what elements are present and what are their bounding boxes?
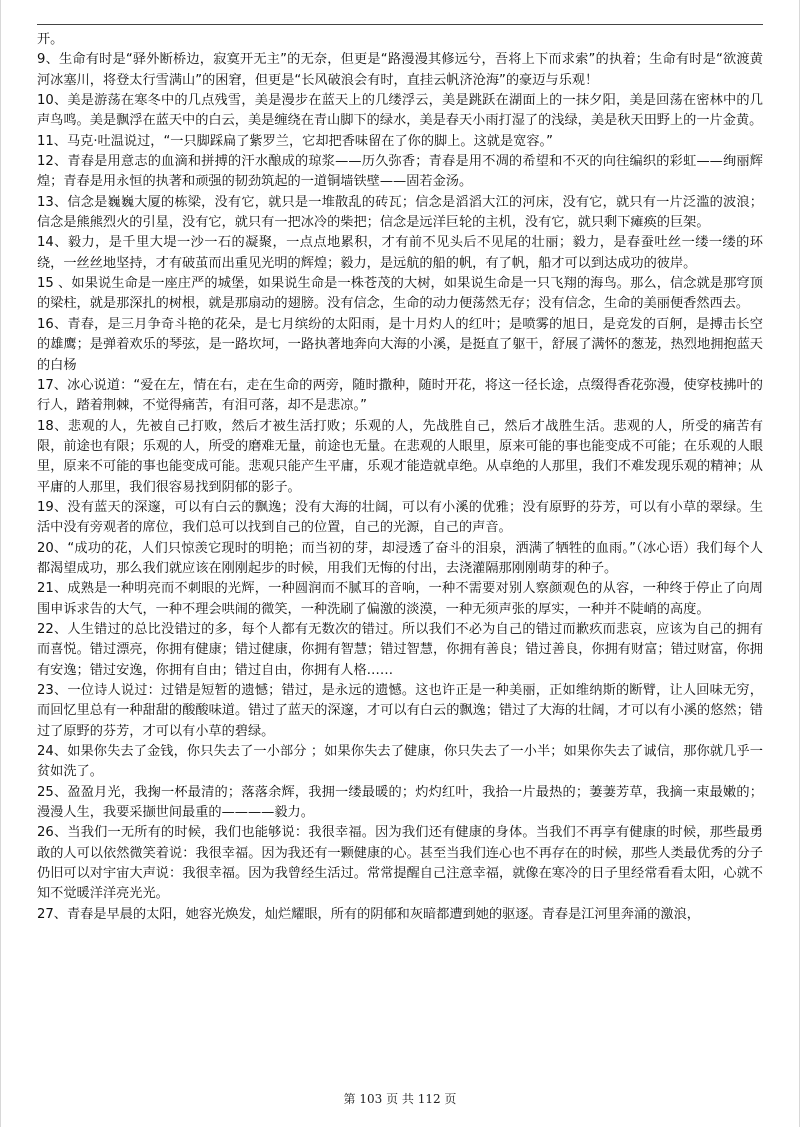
paragraph: 19、没有蓝天的深邃，可以有白云的飘逸；没有大海的壮阔，可以有小溪的优雅；没有原野的芬芳，可以有小草的翠绿。生活中没有旁观者的席位，我们总可以找到自己的位置，自己的光源，自己的声音。 [37, 499, 763, 536]
paragraph: 20、“成功的花，人们只惊羡它现时的明艳；而当初的芽，却浸透了奋斗的泪泉，洒满了牺牲的血雨。”（冰心语）我们每个人都渴望成功，那么我们就应该在刚刚起步的时候，用我们无悔的付出，去浇灌隔那刚刚萌芽的种子。 [37, 540, 763, 576]
paragraph: 13、信念是巍巍大厦的栋梁，没有它，就只是一堆散乱的砖瓦；信念是滔滔大江的河床，没有它，就只有一片泛滥的波浪；信念是熊熊烈火的引星，没有它，就只有一把冰冷的柴把；信念是远洋巨轮的主机，没有它，就只剩下瘫痪的巨架。 [37, 194, 763, 231]
paragraph: 11、马克·吐温说过，“一只脚踩扁了紫罗兰，它却把香味留在了你的脚上。这就是宽容。” [37, 133, 553, 149]
paragraph: 26、当我们一无所有的时候，我们也能够说：我很幸福。因为我们还有健康的身体。当我们不再享有健康的时候，那些最勇敢的人可以依然微笑着说：我很幸福。因为我还有一颗健康的心。甚至当我们连心也不再存在的时候，那些人类最优秀的分子仍旧可以对宇宙大声说：我很幸福。因为我曾经生活过。常常提醒自己注意幸福，就像在寒冷的日子里经常看看太阳，心就不知不觉暖洋洋亮光光。 [37, 825, 763, 902]
header-rule [37, 24, 763, 25]
paragraph: 27、青春是早晨的太阳，她容光焕发，灿烂耀眼，所有的阴郁和灰暗都遭到她的驱逐。青春是江河里奔涌的激浪， [37, 906, 700, 922]
paragraph: 14、毅力，是千里大堤一沙一石的凝聚，一点点地累积，才有前不见头后不见尾的壮丽；毅力，是春蚕吐丝一缕一缕的环绕，一丝丝地坚持，才有破茧而出重见光明的辉煌；毅力，是远航的船的帆，有了帆，船才可以到达成功的彼岸。 [37, 235, 763, 271]
paragraph: 10、美是游荡在寒冬中的几点残雪，美是漫步在蓝天上的几缕浮云，美是跳跃在湖面上的一抹夕阳，美是回荡在密林中的几声鸟鸣。美是飘浮在蓝天中的白云，美是缠绕在青山脚下的绿水，美是春天小雨打湿了的浅绿，美是秋天田野上的一片金黄。 [37, 93, 763, 129]
page-footer: 第 103 页 共 112 页 [343, 1092, 457, 1106]
paragraph: 23、一位诗人说过：过错是短暂的遗憾；错过，是永远的遗憾。这也许正是一种美丽，正如维纳斯的断臂，让人回味无穷，而回忆里总有一种甜甜的酸酸味道。错过了蓝天的深邃，才可以有白云的飘逸；错过了大海的壮阔，才可以有小溪的悠然；错过了原野的芬芳，才可以有小草的碧绿。 [37, 683, 763, 739]
paragraph: 开。 [37, 32, 64, 47]
document-body [37, 30, 763, 1077]
paragraph: 15 、如果说生命是一座庄严的城堡，如果说生命是一株苍茂的大树，如果说生命是一只飞翔的海鸟。那么，信念就是那穹顶的梁柱，就是那深扎的树根，就是那扇动的翅膀。没有信念，生命的动力便荡然无存；没有信念，生命的美丽便香然西去。 [37, 276, 763, 312]
paragraph: 22、人生错过的总比没错过的多，每个人都有无数次的错过。所以我们不必为自己的错过而歉疚而悲哀，应该为自己的拥有而喜悦。错过漂亮，你拥有健康；错过健康，你拥有智慧；错过智慧，你拥有善良；错过善良，你拥有财富；错过财富，你拥有安逸；错过安逸，你拥有自由；错过自由，你拥有人格…… [37, 621, 763, 678]
paragraph: 25、盈盈月光，我掬一杯最清的；落落余辉，我拥一缕最暖的；灼灼红叶，我拾一片最热的；萋萋芳草，我摘一束最嫩的；漫漫人生，我要采撷世间最重的————毅力。 [37, 784, 763, 821]
paragraph: 12、青春是用意志的血滴和拼搏的汗水酿成的琼浆——历久弥香；青春是用不凋的希望和不灭的向往编织的彩虹——绚丽辉煌；青春是用永恒的执著和顽强的韧劲筑起的一道铜墙铁壁——固若金汤。 [37, 154, 763, 190]
paragraph: 24、如果你失去了金钱，你只失去了一小部分 ；如果你失去了健康，你只失去了一小半；如果你失去了诚信，那你就几乎一贫如洗了。 [37, 744, 763, 780]
paragraph: 9、生命有时是“驿外断桥边，寂寞开无主”的无奈，但更是“路漫漫其修远兮，吾将上下而求索”的执着；生命有时是“欲渡黄河冰塞川，将登太行雪满山”的困窘，但更是“长风破浪会有时，直挂云帆济沧海”的豪迈与乐观！ [37, 52, 763, 88]
paragraph: 16、青春，是三月争奇斗艳的花朵，是七月缤纷的太阳雨，是十月灼人的红叶；是喷雾的旭日，是竞发的百舸，是搏击长空的雄鹰；是弹着欢乐的琴弦，是一路坎坷，一路执著地奔向大海的小溪，是挺直了躯干，舒展了满怀的葱茏，热烈地拥抱蓝天的白杨 [37, 316, 763, 373]
paragraph: 21、成熟是一种明亮而不刺眼的光辉，一种圆润而不腻耳的音响，一种不需要对别人察颜观色的从容，一种终于停止了向周围申诉求告的大气，一种不理会哄闹的微笑，一种洗刷了偏激的淡漠，一种无须声张的厚实，一种并不陡峭的高度。 [37, 581, 763, 617]
paragraph: 17、冰心说道：“爱在左，情在右，走在生命的两旁，随时撒种，随时开花，将这一径长途，点缀得香花弥漫，使穿枝拂叶的行人，踏着荆棘，不觉得痛苦，有泪可落，却不是悲凉。” [37, 377, 763, 414]
paragraph: 18、悲观的人，先被自己打败，然后才被生活打败；乐观的人，先战胜自己，然后才战胜生活。悲观的人，所受的痛苦有限，前途也有限；乐观的人，所受的磨难无量，前途也无量。在悲观的人眼里，原来可能的事也能变成不可能；在乐观的人眼里，原来不可能的事也能变成可能。悲观只能产生平庸，乐观才能造就卓绝。从卓绝的人那里，我们不难发现乐观的精神；从平庸的人那里，我们很容易找到阴郁的影子。 [37, 418, 763, 495]
